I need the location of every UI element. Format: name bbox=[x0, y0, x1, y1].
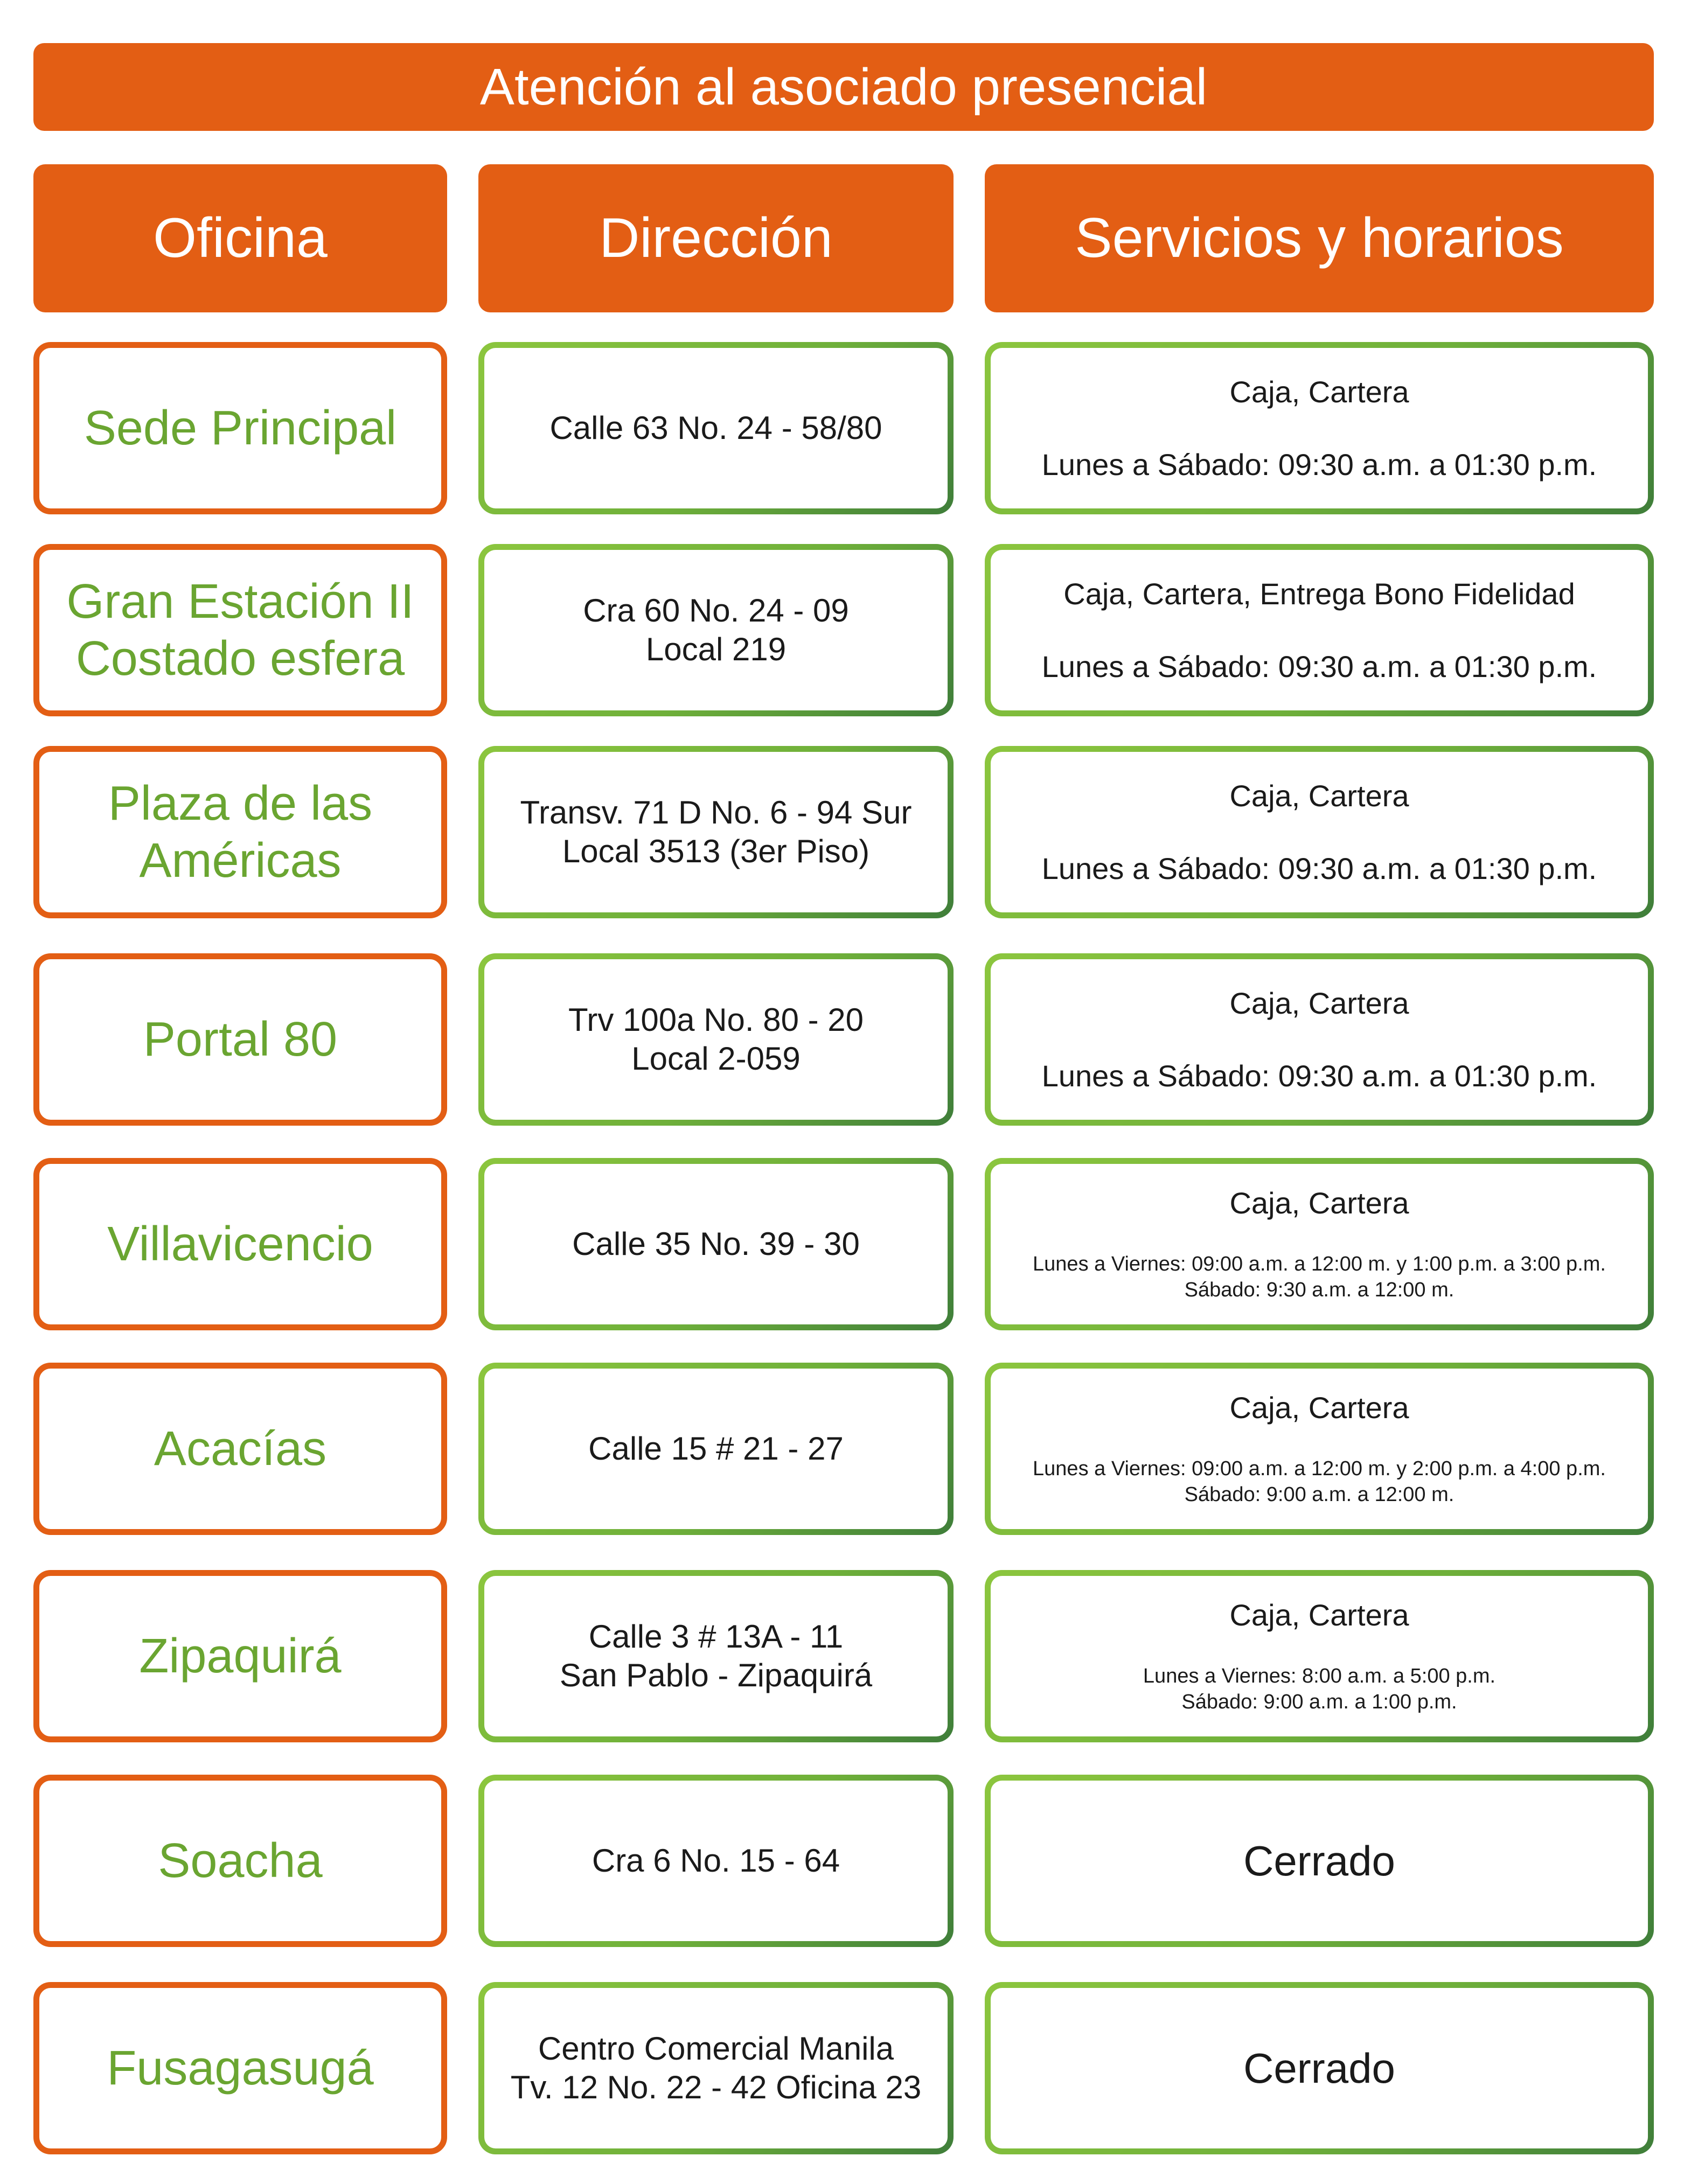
closed-label: Cerrado bbox=[1243, 1837, 1395, 1885]
hours-line: Lunes a Viernes: 09:00 a.m. a 12:00 m. y 1:00 p.m. a 3:00 p.m. bbox=[1033, 1253, 1606, 1275]
services-hours-cell bbox=[985, 746, 1654, 918]
office-name-line: Soacha bbox=[158, 1833, 323, 1888]
hours-line: Lunes a Sábado: 09:30 a.m. a 01:30 p.m. bbox=[1041, 1059, 1597, 1093]
address-line: Trv 100a No. 80 - 20 bbox=[568, 1002, 864, 1038]
header-office: Oficina bbox=[33, 164, 447, 312]
office-name-line: Costado esfera bbox=[75, 632, 405, 686]
address-line: Local 2-059 bbox=[631, 1041, 801, 1077]
address-cell bbox=[478, 1158, 954, 1330]
office-name-line: Acacías bbox=[154, 1421, 327, 1476]
office-name-cell bbox=[33, 544, 447, 716]
hours-line: Lunes a Sábado: 09:30 a.m. a 01:30 p.m. bbox=[1041, 852, 1597, 885]
address-line: Calle 35 No. 39 - 30 bbox=[572, 1226, 860, 1262]
hours-block bbox=[1042, 649, 1597, 684]
office-name-line: Fusagasugá bbox=[107, 2041, 374, 2095]
office-name-line: Plaza de las bbox=[108, 776, 373, 831]
services-hours-cell bbox=[985, 1363, 1654, 1535]
office-name-cell bbox=[33, 953, 447, 1126]
address-line: Local 219 bbox=[645, 631, 787, 667]
hours-line: Lunes a Viernes: 8:00 a.m. a 5:00 p.m. bbox=[1143, 1665, 1496, 1687]
office-name-cell bbox=[33, 1775, 447, 1947]
hours-block bbox=[1033, 1252, 1606, 1303]
office-name-cell bbox=[33, 1158, 447, 1330]
office-name-line: Villavicencio bbox=[107, 1217, 373, 1271]
address-line: Calle 63 No. 24 - 58/80 bbox=[549, 410, 882, 446]
office-name-line: Gran Estación II bbox=[66, 574, 414, 629]
hours-block bbox=[1042, 447, 1597, 482]
services-hours-cell bbox=[985, 1775, 1654, 1947]
address-cell bbox=[478, 544, 954, 716]
address-cell bbox=[478, 1775, 954, 1947]
services-label: Caja, Cartera bbox=[1229, 1186, 1409, 1220]
address-line: San Pablo - Zipaquirá bbox=[559, 1657, 873, 1693]
hours-block bbox=[1033, 1456, 1606, 1508]
page-title: Atención al asociado presencial bbox=[33, 43, 1654, 131]
address-line: Transv. 71 D No. 6 - 94 Sur bbox=[520, 794, 912, 831]
address-cell bbox=[478, 1363, 954, 1535]
services-label: Caja, Cartera bbox=[1229, 986, 1409, 1020]
header-services: Servicios y horarios bbox=[985, 164, 1654, 312]
office-name-cell bbox=[33, 342, 447, 514]
hours-block bbox=[1042, 851, 1597, 886]
hours-line: Sábado: 9:00 a.m. a 12:00 m. bbox=[1184, 1483, 1455, 1506]
office-name-cell bbox=[33, 1570, 447, 1742]
office-name-line: Sede Principal bbox=[83, 401, 397, 455]
office-name-cell bbox=[33, 1982, 447, 2154]
address-line: Cra 60 No. 24 - 09 bbox=[583, 592, 849, 629]
hours-line: Lunes a Viernes: 09:00 a.m. a 12:00 m. y 2:00 p.m. a 4:00 p.m. bbox=[1033, 1457, 1606, 1480]
services-label: Caja, Cartera bbox=[1229, 375, 1409, 409]
address-cell bbox=[478, 1570, 954, 1742]
address-cell bbox=[478, 746, 954, 918]
office-name-line: Zipaquirá bbox=[139, 1629, 342, 1683]
address-cell bbox=[478, 953, 954, 1126]
hours-line: Sábado: 9:00 a.m. a 1:00 p.m. bbox=[1181, 1690, 1457, 1713]
address-line: Calle 3 # 13A - 11 bbox=[588, 1618, 844, 1655]
address-line: Calle 15 # 21 - 27 bbox=[588, 1431, 844, 1467]
office-name-cell bbox=[33, 746, 447, 918]
office-name-line: Portal 80 bbox=[143, 1012, 338, 1066]
hours-line: Lunes a Sábado: 09:30 a.m. a 01:30 p.m. bbox=[1041, 448, 1597, 482]
address-cell bbox=[478, 1982, 954, 2154]
services-hours-cell bbox=[985, 953, 1654, 1126]
office-name-line: Américas bbox=[139, 834, 342, 888]
services-hours-cell bbox=[985, 1570, 1654, 1742]
services-hours-cell bbox=[985, 1982, 1654, 2154]
address-line: Local 3513 (3er Piso) bbox=[562, 833, 870, 869]
services-label: Caja, Cartera bbox=[1229, 779, 1409, 813]
office-name-cell bbox=[33, 1363, 447, 1535]
closed-label: Cerrado bbox=[1243, 2044, 1395, 2092]
hours-block bbox=[1042, 1058, 1597, 1093]
services-label: Caja, Cartera, Entrega Bono Fidelidad bbox=[1063, 577, 1575, 611]
address-line: Cra 6 No. 15 - 64 bbox=[592, 1843, 840, 1879]
address-line: Centro Comercial Manila bbox=[538, 2031, 894, 2067]
hours-line: Lunes a Sábado: 09:30 a.m. a 01:30 p.m. bbox=[1041, 650, 1597, 683]
hours-block bbox=[1143, 1664, 1495, 1715]
services-hours-cell bbox=[985, 544, 1654, 716]
address-line: Tv. 12 No. 22 - 42 Oficina 23 bbox=[510, 2069, 922, 2105]
services-hours-cell bbox=[985, 1158, 1654, 1330]
header-address: Dirección bbox=[478, 164, 954, 312]
hours-line: Sábado: 9:30 a.m. a 12:00 m. bbox=[1184, 1278, 1455, 1301]
services-label: Caja, Cartera bbox=[1229, 1391, 1409, 1425]
services-hours-cell bbox=[985, 342, 1654, 514]
address-cell bbox=[478, 342, 954, 514]
services-label: Caja, Cartera bbox=[1229, 1598, 1409, 1632]
